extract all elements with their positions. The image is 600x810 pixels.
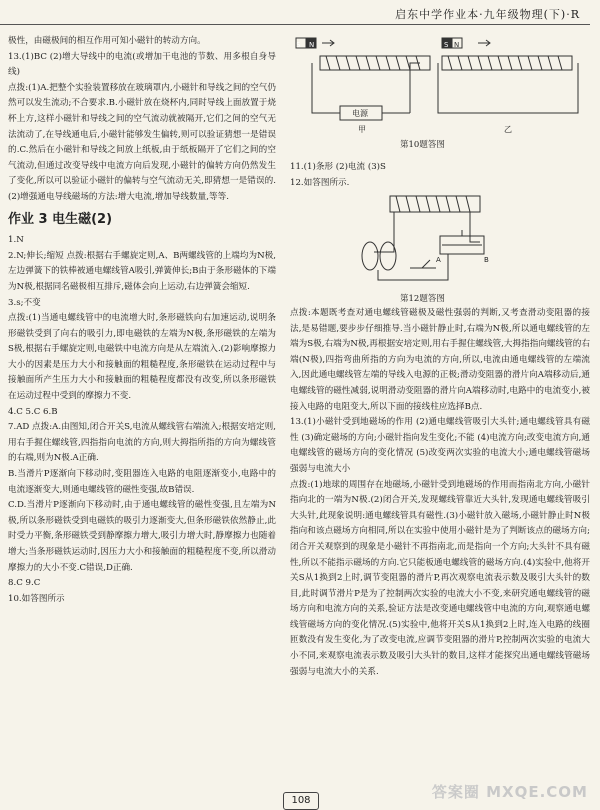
page-header	[0, 0, 600, 28]
left-para: 3.s;不变	[8, 297, 41, 308]
right-para: 点拨:本题既考查对通电螺线管磁极及磁性强弱的判断,又考查滑动变阻器的接法,是易错题,要步步仔细推导.当小磁针静止时,右端为N极,所以通电螺线管的左端为S极,右端为N极,再根据安培定则,用右手握住螺线管,大拇指指向螺线管的右端(N极),四指弯曲所指的方向为电流的方向,所以,电流由通电螺线管的左端流入,因此通电螺线管左端的导线入电源的正极;滑动变阻器的滑片向A端移动后,通电螺线管的磁性减弱,说明滑动变阻器的滑片向A端移动时,电路中的电流变小,被接入电路的电阻变大,所以下面的接线柱应选择B点.	[290, 308, 590, 412]
svg-text:N: N	[454, 41, 460, 49]
header-title: 启东中学作业本·九年级物理(下)·R	[395, 8, 580, 21]
left-para: 4.C 5.C 6.B	[8, 406, 58, 417]
svg-text:S: S	[296, 41, 301, 49]
right-para: 点拨:(1)地球的周围存在地磁场,小磁针受到地磁场的作用而指南北方向,小磁针指向北的一端为N极.(2)闭合开关,发现螺线管靠近大头针,发现通电螺线管吸引大头针,此现象说明:通电螺线管具有磁性.(3)小磁针放入磁场,小磁针静止时N极指向和该点磁场方向相同,所以在实验中使用小磁针是为了判断该点的磁场方向;闭合开关观察到的现象是小磁针不再指南北,而是指向一个方向;大头针不具有磁性,所以不能指示磁场的方向.它只能板通电螺线管的磁场方向.(4)实验中,他将开关S从1换到2上时,调节变阻器的滑片P,再次观察电流表示数及吸引大头针的数目,此时调节滑片P是为了控制两次实验的电流大小不变,来研究通电螺线管的磁场方向和电流方向的关系,验证方法是改变通电螺线管中电流的方向,观察通电螺线管磁场方向的变化情况.(5)实验中,他将开关S从1换到2上时,连入电路的线圈匝数没有发生变化,为了改变电流,应调节变阻器的滑片P,控制两次实验的电流大小不同,来观察电流表示数及吸引大头针的数目,这样才能探究出通电螺线管磁场强弱与电流大小的关系.	[290, 479, 590, 677]
left-para: 点拨:(1)当通电螺线管中的电流增大时,条形磁铁向右加速运动,说明条形磁铁受到了向右的吸引力,即电磁铁的左端为N极,条形磁铁的左端为S极,根据右手螺旋定则,电磁铁中电流方向是从左端流入.(2)影响摩擦力大小的因素是压力大小和接触面的粗糙程度,条形磁铁在运动过程中与接触面所产生压力大小和接触面的粗糙程度都没有改变,所以条形磁铁在运动过程中受到的摩擦力不变.	[8, 313, 276, 402]
fig10-label-a: 甲	[358, 125, 366, 134]
right-para: 11.(1)条形 (2)电流 (3)S	[290, 162, 386, 172]
left-column	[8, 34, 276, 607]
left-para: 8.C 9.C	[8, 578, 41, 589]
fig10-label-b: 乙	[504, 125, 512, 134]
left-para: 1.N	[8, 235, 24, 246]
figure-12	[350, 190, 500, 288]
left-para: 极性，由磁极间的相互作用可知小磁针的转动方向。	[8, 36, 206, 46]
watermark-logo: 答案圈 MXQE.COM	[431, 783, 588, 801]
header-rule	[0, 24, 590, 25]
figure-10-svg	[292, 34, 592, 134]
left-para: 7.AD 点拨:A.由图知,闭合开关S,电流从螺线管右端流入;根据安培定则,用右手握住螺线管,四指指向电流的方向,则大拇指所指的方向为螺线管的右端,则为N极.A正确.	[8, 422, 276, 464]
page-number: 108	[283, 792, 319, 810]
right-column-top	[290, 160, 590, 191]
svg-text:S: S	[444, 41, 449, 49]
figure-12-svg	[350, 190, 500, 288]
left-para: B.当滑片P逐渐向下移动时,变阻器连入电路的电阻逐渐变小,电路中的电流逐渐变大,则通电螺线管的磁性变强,故B错误.	[8, 469, 276, 495]
left-para: 点拨:(1)A.把整个实验装置移放在玻璃罩内,小磁针和导线之间的空气仍然可以发生流动;不合要求.B.小磁针放在烧杯内,同时导线上面放置于烧杯上方,这样小磁针和导线之间的空气流动就被隔开,它们之间的空气无法流动了,在导线通电后,小磁针能够发生偏转,则可以验证猜想一是错误的.C.然后在小磁针和导线之间放上纸板,由于纸板隔开了它们之间的空气流动,但通过改变导线中电流方向后发现,小磁针的偏转方向仍然发生了变化,所以可以验证小磁针的偏转与空气流动无关,即猜想一是错误的.(2)增强通电导线磁场的方法:增大电流,增加导线数量,等等.	[8, 82, 276, 202]
right-para: 13.(1)小磁针受到地磁场的作用 (2)通电螺线管吸引大头针;通电螺线管具有磁性 (3)确定磁场的方向;小磁针指向发生变化;不能 (4)电流方向;改变电流方向,通电螺线管的磁场方向的变化情况 (5)改变两次实验的电流大小;通电螺线管磁场强弱与电流大小	[290, 417, 590, 474]
right-column	[290, 306, 590, 680]
figure-10	[292, 34, 592, 134]
section-heading: 作业 3 电生磁(2)	[8, 211, 113, 227]
left-para: 13.(1)BC (2)增大导线中的电流(或增加干电池的节数、用多根自身导线)	[8, 51, 276, 78]
left-para: 2.N;伸长;缩短 点拨:根据右手螺旋定则,A、B两螺线管的上端均为N极,左边弹簧下的铁棒被通电螺线管A吸引,弹簧伸长;B由于条形磁体的下端为N极,根据同名磁极相互排斥,磁体会向上运动,右边弹簧会缩短.	[8, 250, 276, 292]
left-para: C.D.当滑片P逐渐向下移动时,由于通电螺线管的磁性变强,且左端为N极,所以条形磁铁受到电磁铁的吸引力逐渐变大,但条形磁铁依然静止,此时受力平衡,条形磁铁受到静摩擦力增大,吸引力增大时,静摩擦力也随着增大;当条形磁铁运动时,因压力大小和接触面的粗糙程度不变,所以滑动摩擦力的大小不变.C错误,D正确.	[8, 500, 276, 573]
figure-12-caption: 第12题答图	[400, 294, 445, 304]
right-para: 12.如答图所示.	[290, 177, 350, 188]
left-para: 10.如答图所示	[8, 593, 65, 604]
svg-text:A: A	[436, 256, 441, 264]
figure-10-caption: 第10题答图	[400, 140, 445, 150]
svg-text:B: B	[484, 256, 489, 264]
fig10-source-label: 电源	[352, 109, 368, 118]
svg-text:N: N	[309, 41, 315, 49]
